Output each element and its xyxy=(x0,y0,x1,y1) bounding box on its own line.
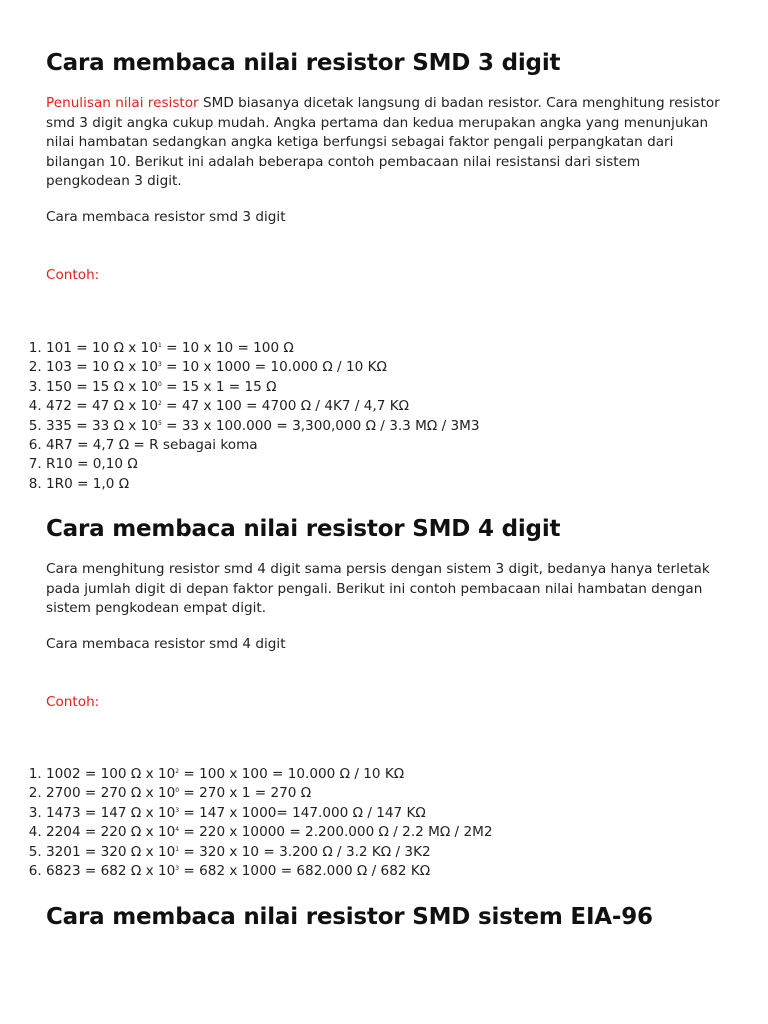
resistor-value-link[interactable]: Penulisan nilai resistor xyxy=(46,95,199,111)
exponent: 4 xyxy=(175,826,180,834)
list-item xyxy=(46,417,746,436)
exponent: 2 xyxy=(157,400,162,408)
exponent: 3 xyxy=(175,865,180,873)
section-3-digit-example-label: Contoh: xyxy=(46,267,100,283)
list-item-result: = 33 x 100.000 = 3,300,000 Ω / 3.3 MΩ / 3M3 xyxy=(161,417,480,434)
section-4-digit-example-label: Contoh: xyxy=(46,694,100,710)
list-item-text: 472 = 47 Ω x 10 xyxy=(46,398,158,415)
exponent: 2 xyxy=(175,768,180,775)
exponent: 0 xyxy=(157,380,162,388)
list-item-result: = 270 x 1 = 270 Ω xyxy=(179,785,312,802)
list-item-text: 2700 = 270 Ω x 10 xyxy=(46,785,176,802)
section-3-digit-caption: Cara membaca resistor smd 3 digit xyxy=(46,209,286,225)
section-3-digit-intro-text: SMD biasanya dicetak langsung di badan resistor. Cara menghitung resistor smd 3 digit angka cukup mudah. Angka pertama dan kedua merupakan angka yang menunjukan nilai hambatan sedangkan angka ketiga berfungsi sebagai faktor pengali perpangkatan dari bilangan 10. Berikut ini adalah beberapa contoh pembacaan nilai resistansi dari sistem pengkodean 3 digit. xyxy=(46,95,720,189)
list-item xyxy=(46,397,746,416)
list-item-text: 1002 = 100 Ω x 10 xyxy=(46,766,176,782)
section-4-digit-example-list xyxy=(0,765,746,881)
list-item xyxy=(46,475,746,494)
list-item xyxy=(46,843,746,862)
list-item xyxy=(46,784,746,803)
exponent: 5 xyxy=(157,419,162,427)
list-item-text: 4R7 = 4,7 Ω = R sebagai koma xyxy=(46,437,258,454)
list-item-text: 103 = 10 Ω x 10 xyxy=(46,359,158,376)
section-4-digit-caption: Cara membaca resistor smd 4 digit xyxy=(46,636,286,652)
list-item xyxy=(46,358,746,377)
exponent: 3 xyxy=(157,361,162,369)
list-item-text: 6823 = 682 Ω x 10 xyxy=(46,863,176,880)
list-item-result: = 10 x 1000 = 10.000 Ω / 10 KΩ xyxy=(161,359,387,376)
list-item-result: = 47 x 100 = 4700 Ω / 4K7 / 4,7 KΩ xyxy=(161,398,410,415)
list-item-text: 2204 = 220 Ω x 10 xyxy=(46,824,176,841)
list-item-result: = 147 x 1000= 147.000 Ω / 147 KΩ xyxy=(179,804,426,821)
list-item xyxy=(46,765,746,784)
list-item-text: 3201 = 320 Ω x 10 xyxy=(46,843,176,860)
list-item xyxy=(46,862,746,881)
section-4-digit-intro: Cara menghitung resistor smd 4 digit sama persis dengan sistem 3 digit, bedanya hanya terletak pada jumlah digit di depan faktor pengali. Berikut ini contoh pembacaan nilai hambatan dengan sistem pengkodean empat digit. xyxy=(46,561,710,616)
list-item xyxy=(46,823,746,842)
list-item-text: 101 = 10 Ω x 10 xyxy=(46,340,158,356)
exponent: 1 xyxy=(175,845,180,853)
list-item-result: = 220 x 10000 = 2.200.000 Ω / 2.2 MΩ / 2M2 xyxy=(179,824,493,841)
list-item-text: 1R0 = 1,0 Ω xyxy=(46,475,130,492)
list-item-text: 335 = 33 Ω x 10 xyxy=(46,417,158,434)
list-item-result: = 320 x 10 = 3.200 Ω / 3.2 KΩ / 3K2 xyxy=(179,843,431,860)
exponent: 0 xyxy=(175,787,180,795)
list-item-result: = 682 x 1000 = 682.000 Ω / 682 KΩ xyxy=(179,863,431,880)
exponent: 3 xyxy=(175,806,180,814)
list-item-result: = 100 x 100 = 10.000 Ω / 10 KΩ xyxy=(179,766,405,782)
list-item-text: 1473 = 147 Ω x 10 xyxy=(46,804,176,821)
list-item xyxy=(46,378,746,397)
section-3-digit-example-list xyxy=(0,339,746,494)
list-item xyxy=(46,455,746,474)
list-item-text: R10 = 0,10 Ω xyxy=(46,456,138,473)
section-3-digit-title: Cara membaca nilai resistor SMD 3 digit xyxy=(46,50,561,76)
list-item-result: = 10 x 10 = 100 Ω xyxy=(161,340,294,356)
list-item-result: = 15 x 1 = 15 Ω xyxy=(161,378,277,395)
list-item xyxy=(46,436,746,455)
section-eia96-title: Cara membaca nilai resistor SMD sistem EIA-96 xyxy=(46,904,653,930)
list-item xyxy=(46,339,746,358)
section-3-digit-intro xyxy=(46,94,726,192)
exponent: 1 xyxy=(157,342,162,349)
section-4-digit-title: Cara membaca nilai resistor SMD 4 digit xyxy=(46,516,561,542)
list-item-text: 150 = 15 Ω x 10 xyxy=(46,378,158,395)
list-item xyxy=(46,804,746,823)
